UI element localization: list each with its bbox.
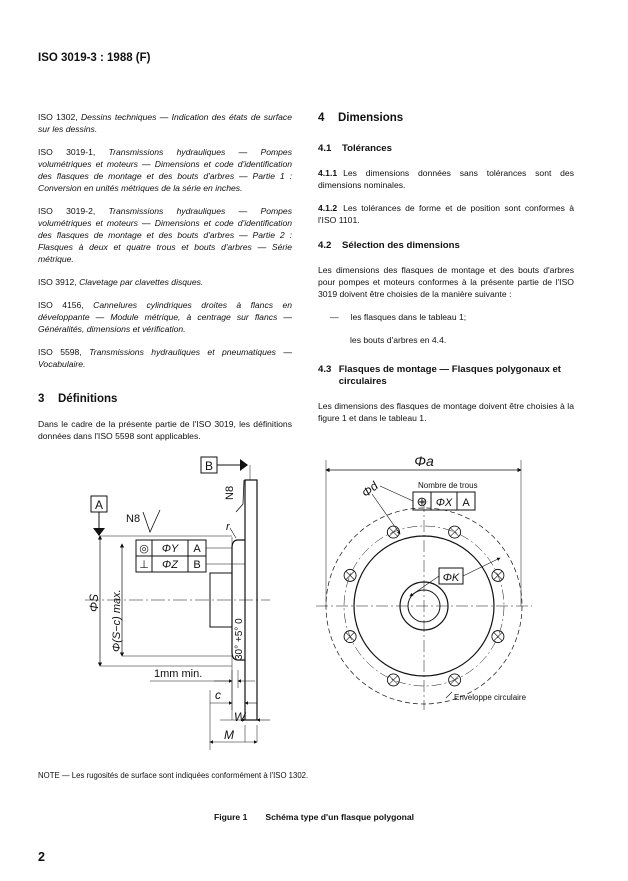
svg-text:A: A: [193, 543, 201, 555]
section-number: 4.2: [318, 240, 332, 251]
datum-b-triangle: [240, 459, 248, 471]
figure-1-drawing: [0, 430, 628, 770]
dim-c-label: c: [215, 688, 221, 702]
roughness-n8-left: N8: [126, 513, 141, 525]
para-number: 4.1.1: [318, 168, 338, 178]
section-4-3-heading: [318, 364, 574, 388]
dim-d-label: Φd: [358, 478, 381, 501]
running-header: ISO 3019-3 : 1988 (F): [38, 52, 151, 64]
section-number: 4: [318, 112, 325, 124]
reference-standard: ISO 1302,: [38, 112, 78, 122]
list-item: [318, 311, 574, 323]
reference-title: Transmissions hydrauliques — Pompes volumétriques et moteurs — Dimensions et code d'identification des flasques de montage et des bouts d'arbres — Partie 2 : Flasques à deux et quatre trous et bouts d'arbres — Série métrique.: [38, 206, 293, 264]
bolt-hole: [449, 526, 461, 538]
svg-text:⊕: ⊕: [416, 494, 428, 509]
figure-number: Figure 1: [213, 812, 248, 822]
para-text: Les tolérances de forme et de position sont conformes à l'ISO 1101.: [318, 203, 574, 225]
reference-standard: ISO 5598,: [38, 347, 82, 357]
bolt-hole: [387, 526, 399, 538]
section-4-1-heading: [318, 143, 574, 155]
svg-text:⊥: ⊥: [139, 559, 149, 571]
svg-text:ΦZ: ΦZ: [162, 559, 178, 571]
right-column: [318, 111, 574, 435]
front-view: [316, 453, 532, 710]
bolt-hole: [344, 569, 356, 581]
datum-a-label: A: [94, 498, 104, 512]
chamfer-angle-label: 30° +5° 0: [234, 618, 245, 660]
para-number: 4.1.2: [318, 203, 338, 213]
reference-item: [38, 205, 292, 265]
reference-item: [38, 299, 292, 335]
para-text: Les dimensions données sans tolérances sont des dimensions nominales.: [318, 168, 574, 190]
feature-control-frame-concentricity: [136, 540, 206, 556]
radius-label: r: [226, 521, 230, 533]
dash-marker: —: [330, 312, 351, 322]
reference-standard: ISO 3912,: [38, 277, 77, 287]
reference-standard: ISO 4156,: [38, 300, 84, 310]
datum-a-triangle: [93, 528, 105, 536]
dim-s-label: ΦS: [87, 593, 101, 612]
section-4-heading: [318, 111, 574, 125]
svg-text:◎: ◎: [139, 543, 149, 555]
section-3-text: Dans le cadre de la présente partie de l'ISO 3019, les définitions données dans l'ISO 5598 sont applicables.: [38, 419, 292, 441]
reference-title: Transmissions hydrauliques — Pompes volumétriques et moteurs — Dimensions et code d'identification des flasques de montage et des bouts d'arbres — Partie 1 : Conversion en unités métriques de la série en inches.: [38, 147, 293, 193]
dim-k-label: ΦK: [442, 572, 460, 584]
reference-standard: ISO 3019-2,: [38, 206, 96, 216]
reference-title: Dessins techniques — Indication des états de surface sur les dessins.: [38, 112, 292, 134]
para-4-1-1: [318, 167, 574, 191]
reference-item: [38, 276, 292, 288]
section-title: Définitions: [58, 393, 118, 405]
datum-b-label: B: [204, 459, 214, 473]
roughness-n8-top: N8: [224, 485, 236, 500]
section-4-2-heading: [318, 240, 574, 252]
figure-caption: [0, 812, 628, 822]
envelope-label: Enveloppe circulaire: [454, 693, 527, 702]
dim-m-label: M: [224, 728, 234, 742]
min-1mm-label: 1mm min.: [154, 668, 203, 680]
para-4-1-2: [318, 202, 574, 226]
reference-list: [38, 111, 292, 370]
section-title: Flasques de montage — Flasques polygonaux et circulaires: [338, 364, 561, 387]
dim-w-label: W: [234, 710, 246, 724]
section-title: Tolérances: [342, 143, 392, 154]
reference-item: [38, 346, 292, 370]
reference-title: Cannelures cylindriques droites à flancs en développante — Module métrique, à centrage sur flancs — Généralités, dimensions et vérification.: [38, 300, 293, 334]
bolt-hole: [449, 674, 461, 686]
section-4-3-text: Les dimensions des flasques de montage doivent être choisies à la figure 1 et dans le tableau 1.: [318, 401, 574, 423]
bolt-hole: [492, 569, 504, 581]
reference-item: [38, 111, 292, 135]
page-number: 2: [38, 850, 45, 864]
feature-control-frame-position: [413, 492, 475, 510]
svg-text:A: A: [462, 497, 470, 509]
svg-text:ΦX: ΦX: [435, 497, 453, 509]
reference-title: Clavetage par clavettes disques.: [79, 277, 204, 287]
figure-title: Schéma type d'un flasque polygonal: [265, 812, 415, 822]
reference-item: [38, 146, 292, 194]
side-view: [85, 457, 270, 750]
section-4-2-text: Les dimensions des flasques de montage et des bouts d'arbres pour pompes et moteurs conformes à la présente partie de l'ISO 3019 doivent être choisies de la manière suivante :: [318, 265, 574, 299]
dim-a-label: Φa: [414, 453, 434, 469]
section-number: 4.1: [318, 143, 332, 154]
dim-s-c-label: Φ(S−c) max.: [111, 589, 123, 652]
reference-standard: ISO 3019-1,: [38, 147, 96, 157]
hole-count-label: Nombre de trous: [418, 481, 478, 490]
section-3-heading: [38, 392, 292, 406]
section-title: Dimensions: [338, 112, 404, 124]
left-column: [38, 111, 292, 453]
section-number: 4.3: [318, 364, 332, 375]
list-item: les bouts d'arbres en 4.4.: [350, 335, 447, 345]
figure-note: NOTE — Les rugosités de surface sont indiquées conformément à l'ISO 1302.: [38, 771, 309, 780]
reference-title: Transmissions hydrauliques et pneumatiques — Vocabulaire.: [38, 347, 292, 369]
section-title: Sélection des dimensions: [342, 240, 460, 251]
bolt-hole: [492, 631, 504, 643]
bolt-hole: [344, 631, 356, 643]
svg-text:B: B: [193, 559, 201, 571]
bolt-hole: [387, 674, 399, 686]
section-number: 3: [38, 393, 45, 405]
feature-control-frame-perpendicularity: [136, 556, 206, 572]
list-item-text: les flasques dans le tableau 1;: [350, 312, 467, 322]
svg-text:ΦY: ΦY: [161, 543, 179, 555]
